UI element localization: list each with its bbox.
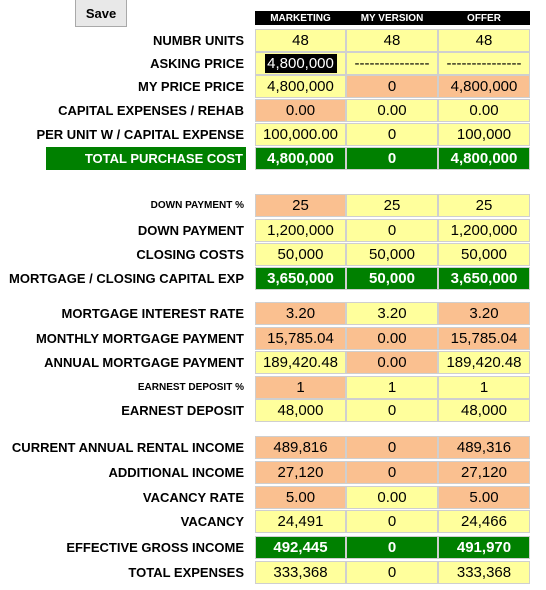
per-unit-capital-expense-label: PER UNIT W / CAPITAL EXPENSE: [36, 127, 244, 142]
numbr-units-offer-cell[interactable]: 48: [438, 29, 530, 52]
earnest-deposit-offer-cell[interactable]: 48,000: [438, 399, 530, 422]
earnest-deposit-marketing-cell[interactable]: 48,000: [255, 399, 346, 422]
additional-income-marketing-cell[interactable]: 27,120: [255, 461, 346, 484]
asking-price-my-version-cell[interactable]: ---------------: [346, 52, 438, 75]
down-payment-my-version-cell[interactable]: 0: [346, 219, 438, 242]
down-payment-label: DOWN PAYMENT: [137, 223, 244, 238]
asking-price-selected-value[interactable]: 4,800,000: [265, 54, 337, 73]
vacancy-my-version-cell[interactable]: 0: [346, 510, 438, 533]
capital-expenses-rehab-offer-cell[interactable]: 0.00: [438, 99, 530, 122]
asking-price-label: ASKING PRICE: [150, 56, 244, 71]
mortgage-interest-rate-my-version-cell[interactable]: 3.20: [346, 302, 438, 325]
down-payment-offer-cell[interactable]: 1,200,000: [438, 219, 530, 242]
total-purchase-cost-label: TOTAL PURCHASE COST: [46, 147, 246, 170]
effective-gross-income-offer-cell[interactable]: 491,970: [438, 536, 530, 559]
vacancy-label: VACANCY: [180, 514, 244, 529]
monthly-mortgage-payment-my-version-cell[interactable]: 0.00: [346, 327, 438, 350]
additional-income-label: ADDITIONAL INCOME: [108, 465, 244, 480]
my-price-price-my-version-cell[interactable]: 0: [346, 75, 438, 98]
vacancy-rate-offer-cell[interactable]: 5.00: [438, 486, 530, 509]
mortgage-interest-rate-label: MORTGAGE INTEREST RATE: [61, 306, 244, 321]
annual-mortgage-payment-offer-cell[interactable]: 189,420.48: [438, 351, 530, 374]
total-purchase-cost-my-version-cell[interactable]: 0: [346, 147, 438, 170]
capital-expenses-rehab-marketing-cell[interactable]: 0.00: [255, 99, 346, 122]
earnest-deposit-label: EARNEST DEPOSIT: [121, 403, 244, 418]
vacancy-rate-marketing-cell[interactable]: 5.00: [255, 486, 346, 509]
effective-gross-income-my-version-cell[interactable]: 0: [346, 536, 438, 559]
vacancy-rate-label: VACANCY RATE: [142, 490, 244, 505]
earnest-deposit-pct-marketing-cell[interactable]: 1: [255, 376, 346, 399]
effective-gross-income-label: EFFECTIVE GROSS INCOME: [66, 540, 244, 555]
total-expenses-marketing-cell[interactable]: 333,368: [255, 561, 346, 584]
capital-expenses-rehab-my-version-cell[interactable]: 0.00: [346, 99, 438, 122]
total-expenses-offer-cell[interactable]: 333,368: [438, 561, 530, 584]
current-annual-rental-income-offer-cell[interactable]: 489,316: [438, 436, 530, 459]
my-price-price-marketing-cell[interactable]: 4,800,000: [255, 75, 346, 98]
total-purchase-cost-offer-cell[interactable]: 4,800,000: [438, 147, 530, 170]
down-payment-pct-label: DOWN PAYMENT %: [150, 200, 244, 211]
my-price-price-offer-cell[interactable]: 4,800,000: [438, 75, 530, 98]
closing-costs-label: CLOSING COSTS: [136, 247, 244, 262]
header-offer: OFFER: [438, 11, 530, 25]
effective-gross-income-marketing-cell[interactable]: 492,445: [255, 536, 346, 559]
earnest-deposit-pct-my-version-cell[interactable]: 1: [346, 376, 438, 399]
earnest-deposit-my-version-cell[interactable]: 0: [346, 399, 438, 422]
down-payment-pct-offer-cell[interactable]: 25: [438, 194, 530, 217]
additional-income-my-version-cell[interactable]: 0: [346, 461, 438, 484]
annual-mortgage-payment-my-version-cell[interactable]: 0.00: [346, 351, 438, 374]
down-payment-pct-my-version-cell[interactable]: 25: [346, 194, 438, 217]
down-payment-pct-marketing-cell[interactable]: 25: [255, 194, 346, 217]
annual-mortgage-payment-marketing-cell[interactable]: 189,420.48: [255, 351, 346, 374]
numbr-units-label: NUMBR UNITS: [153, 33, 244, 48]
mortgage-closing-capital-exp-offer-cell[interactable]: 3,650,000: [438, 267, 530, 290]
save-button[interactable]: Save: [75, 0, 127, 27]
total-expenses-label: TOTAL EXPENSES: [128, 565, 244, 580]
monthly-mortgage-payment-offer-cell[interactable]: 15,785.04: [438, 327, 530, 350]
closing-costs-offer-cell[interactable]: 50,000: [438, 243, 530, 266]
asking-price-marketing-cell[interactable]: [255, 52, 346, 75]
current-annual-rental-income-marketing-cell[interactable]: 489,816: [255, 436, 346, 459]
header-my-version: MY VERSION: [346, 11, 438, 25]
per-unit-capital-expense-my-version-cell[interactable]: 0: [346, 123, 438, 146]
mortgage-interest-rate-marketing-cell[interactable]: 3.20: [255, 302, 346, 325]
monthly-mortgage-payment-marketing-cell[interactable]: 15,785.04: [255, 327, 346, 350]
mortgage-closing-capital-exp-marketing-cell[interactable]: 3,650,000: [255, 267, 346, 290]
total-expenses-my-version-cell[interactable]: 0: [346, 561, 438, 584]
closing-costs-marketing-cell[interactable]: 50,000: [255, 243, 346, 266]
my-price-price-label: MY PRICE PRICE: [138, 79, 244, 94]
numbr-units-marketing-cell[interactable]: 48: [255, 29, 346, 52]
mortgage-interest-rate-offer-cell[interactable]: 3.20: [438, 302, 530, 325]
earnest-deposit-pct-offer-cell[interactable]: 1: [438, 376, 530, 399]
per-unit-capital-expense-offer-cell[interactable]: 100,000: [438, 123, 530, 146]
capital-expenses-rehab-label: CAPITAL EXPENSES / REHAB: [58, 103, 244, 118]
current-annual-rental-income-my-version-cell[interactable]: 0: [346, 436, 438, 459]
total-purchase-cost-marketing-cell[interactable]: 4,800,000: [255, 147, 346, 170]
mortgage-closing-capital-exp-my-version-cell[interactable]: 50,000: [346, 267, 438, 290]
earnest-deposit-pct-label: EARNEST DEPOSIT %: [137, 382, 244, 393]
down-payment-marketing-cell[interactable]: 1,200,000: [255, 219, 346, 242]
header-marketing: MARKETING: [255, 11, 346, 25]
closing-costs-my-version-cell[interactable]: 50,000: [346, 243, 438, 266]
vacancy-offer-cell[interactable]: 24,466: [438, 510, 530, 533]
vacancy-rate-my-version-cell[interactable]: 0.00: [346, 486, 438, 509]
mortgage-closing-capital-exp-label: MORTGAGE / CLOSING CAPITAL EXP: [9, 271, 244, 286]
per-unit-capital-expense-marketing-cell[interactable]: 100,000.00: [255, 123, 346, 146]
additional-income-offer-cell[interactable]: 27,120: [438, 461, 530, 484]
vacancy-marketing-cell[interactable]: 24,491: [255, 510, 346, 533]
annual-mortgage-payment-label: ANNUAL MORTGAGE PAYMENT: [44, 355, 244, 370]
asking-price-offer-cell[interactable]: ---------------: [438, 52, 530, 75]
numbr-units-my-version-cell[interactable]: 48: [346, 29, 438, 52]
monthly-mortgage-payment-label: MONTHLY MORTGAGE PAYMENT: [35, 331, 244, 346]
current-annual-rental-income-label: CURRENT ANNUAL RENTAL INCOME: [11, 440, 244, 455]
